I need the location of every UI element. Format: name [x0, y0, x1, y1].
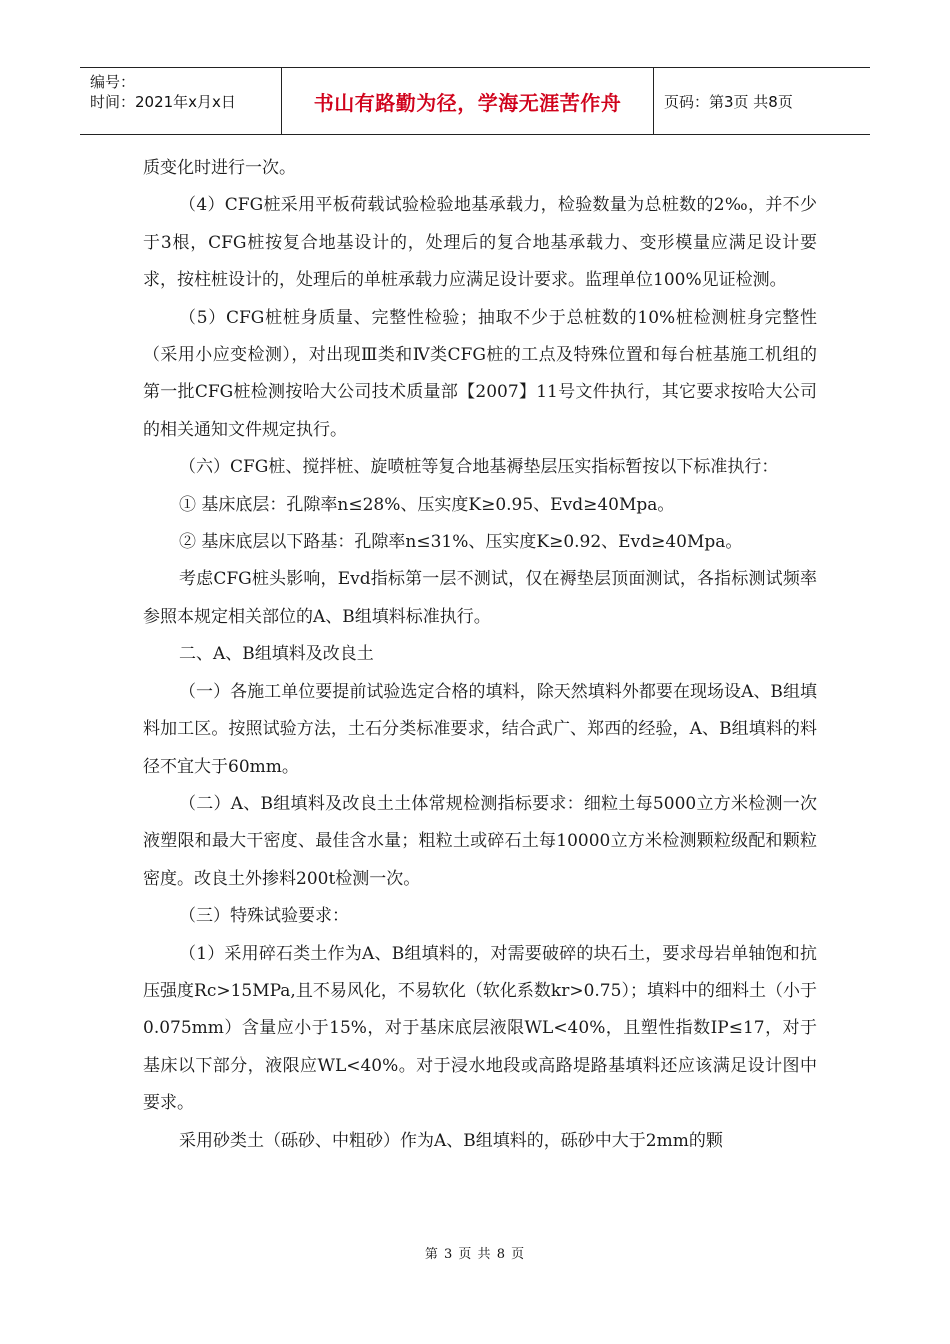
paragraph: （1）采用碎石类土作为A、B组填料的，对需要破碎的块石土，要求母岩单轴饱和抗压强度Rc>15MPa,且不易风化，不易软化（软化系数kr>0.75）；填料中的细料土（小于0.075mm）含量应小于15%，对于基床底层液限WL<40%，且塑性指数IP≤17，对于基床以下部分，液限应WL<40%。对于浸水地段或高路堤路基填料还应该满足设计图中要求。	[143, 943, 817, 1114]
paragraph: 质变化时进行一次。	[143, 158, 296, 178]
paragraph: 采用砂类土（砾砂、中粗砂）作为A、B组填料的，砾砂中大于2mm的颗	[179, 1130, 723, 1151]
paragraph: （一）各施工单位要提前试验选定合格的填料，除天然填料外都要在现场设A、B组填料加工区。按照试验方法，土石分类标准要求，结合武广、郑西的经验，A、B组填料的料径不宜大于60mm。	[143, 681, 817, 777]
paragraph: （4）CFG桩采用平板荷载试验检验地基承载力，检验数量为总桩数的2‰，并不少于3根，CFG桩按复合地基设计的，处理后的复合地基承载力、变形模量应满足设计要求，按柱桩设计的，处理后的单桩承载力应满足设计要求。监理单位100%见证检测。	[143, 195, 817, 291]
page-header	[80, 67, 870, 135]
document-number-label: 编号：	[90, 73, 136, 91]
paragraph: （5）CFG桩桩身质量、完整性检验；抽取不少于总桩数的10%桩检测桩身完整性（采用小应变检测），对出现Ⅲ类和Ⅳ类CFG桩的工点及特殊位置和每台桩基施工机组的第一批CFG桩检测按哈大公司技术质量部【2007】11号文件执行，其它要求按哈大公司的相关通知文件规定执行。	[143, 307, 817, 440]
header-motto: 书山有路勤为径，学海无涯苦作舟	[282, 68, 654, 134]
paragraph: ② 基床底层以下路基：孔隙率n≤31%、压实度K≥0.92、Evd≥40Mpa。	[179, 532, 743, 553]
paragraph: （三）特殊试验要求：	[179, 906, 349, 927]
page-footer: 第 3 页 共 8 页	[424, 1247, 526, 1262]
paragraph: ① 基床底层：孔隙率n≤28%、压实度K≥0.95、Evd≥40Mpa。	[179, 494, 675, 515]
paragraph: 考虑CFG桩头影响，Evd指标第一层不测试，仅在褥垫层顶面测试，各指标测试频率参照本规定相关部位的A、B组填料标准执行。	[143, 569, 817, 627]
document-body	[143, 150, 817, 1160]
header-page-info: 页码：第3页 共8页	[664, 92, 793, 111]
section-heading: 二、A、B组填料及改良土	[179, 644, 374, 665]
paragraph: （二）A、B组填料及改良土土体常规检测指标要求：细粒土每5000立方米检测一次液塑限和最大干密度、最佳含水量；粗粒土或碎石土每10000立方米检测颗粒级配和颗粒密度。改良土外掺料200t检测一次。	[143, 793, 817, 889]
header-meta	[80, 68, 282, 134]
document-time-label: 时间：2021年x月x日	[90, 93, 236, 111]
paragraph: （六）CFG桩、搅拌桩、旋喷桩等复合地基褥垫层压实指标暂按以下标准执行：	[179, 457, 779, 478]
